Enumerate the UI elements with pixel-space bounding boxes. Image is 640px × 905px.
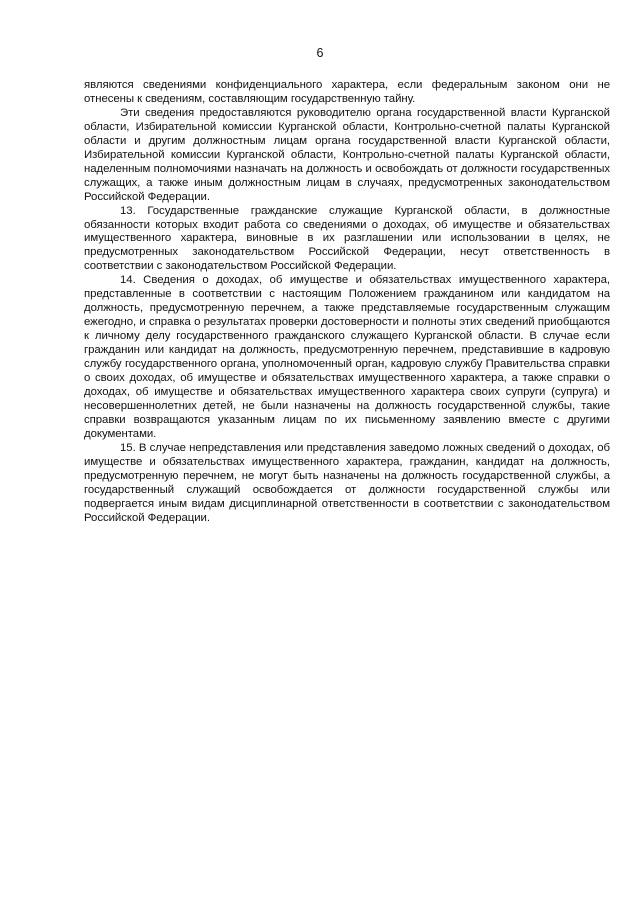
paragraph-item-15: 15. В случае непредставления или представления заведомо ложных сведений о доходах, об имуществе и обязательствах имущественного характера, гражданин, кандидат на должность, предусмотренную перечнем, не могут быть назначены на должность государственной службы, а государственный служащий освобождается от должности государственной службы или подвергается иным видам дисциплинарной ответственности в соответствии с законодательством Российской Федерации. <box>84 441 610 524</box>
paragraph-recipients: Эти сведения предоставляются руководителю органа государственной власти Курганской области, Избирательной комиссии Курганской области, Контрольно-счетной палаты Курганской области и другим должностным лицам органа государственной власти Курганской области, Избирательной комиссии Курганской области, Контрольно-счетной палаты Курганской области, наделенным полномочиями назначать на должность и освобождать от должности государственных служащих, а также иным должностным лицам в случаях, предусмотренных законодательством Российской Федерации. <box>84 106 610 203</box>
paragraph-item-14: 14. Сведения о доходах, об имуществе и обязательствах имущественного характера, представленные в соответствии с настоящим Положением гражданином или кандидатом на должность, предусмотренную перечнем, а также представляемые государственным служащим ежегодно, и справка о результатах проверки достоверности и полноты этих сведений приобщаются к личному делу государственного гражданского служащего Курганской области. В случае если гражданин или кандидат на должность, предусмотренную перечнем, представившие в кадровую службу государственного органа, уполномоченный орган, кадровую службу Правительства справки о своих доходах, об имуществе и обязательствах имущественного характера, а также справки о доходах, об имуществе и обязательствах имущественного характера своих супруги (супруга) и несовершеннолетних детей, не были назначены на должность государственной службы, такие справки возвращаются указанным лицам по их письменному заявлению вместе с другими документами. <box>84 274 610 440</box>
page-number: 6 <box>316 46 324 60</box>
document-body <box>84 79 610 526</box>
paragraph-continuation: являются сведениями конфиденциального характера, если федеральным законом они не отнесены к сведениям, составляющим государственную тайну. <box>84 79 610 105</box>
paragraph-item-13: 13. Государственные гражданские служащие Курганской области, в должностные обязанности которых входит работа со сведениями о доходах, об имуществе и обязательствах имущественного характера, виновные в их разглашении или использовании в целях, не предусмотренных законодательством Российской Федерации, несут ответственность в соответствии с законодательством Российской Федерации. <box>84 204 610 273</box>
